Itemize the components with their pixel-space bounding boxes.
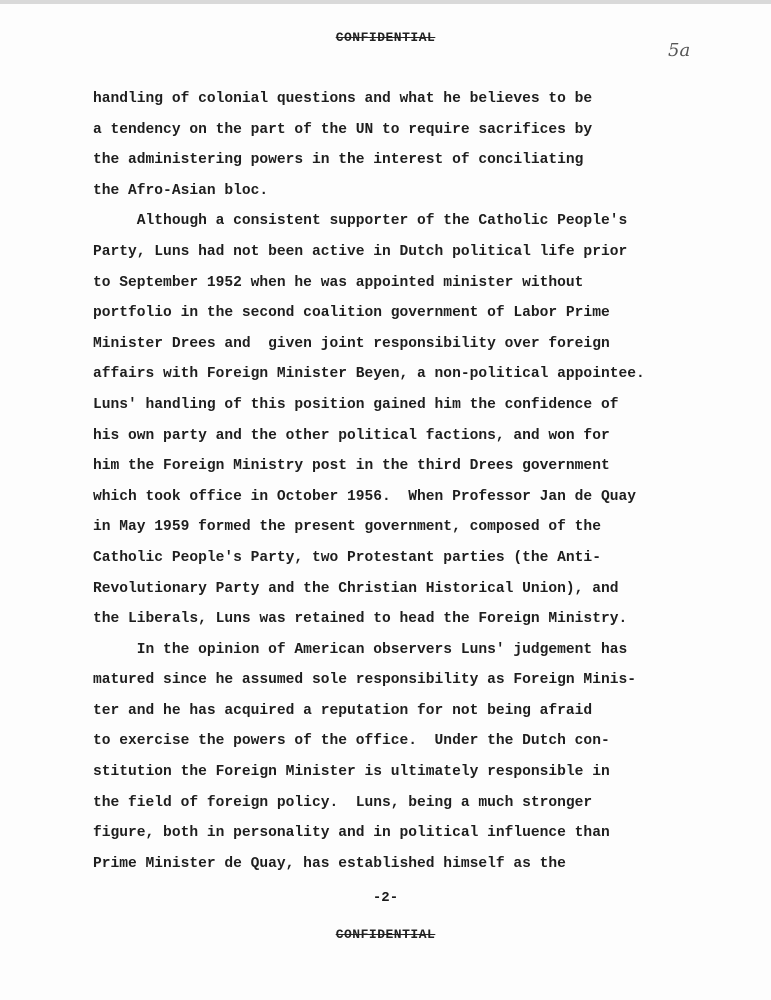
text-line: figure, both in personality and in political influence than <box>93 825 610 842</box>
text-line: his own party and the other political factions, and won for <box>93 427 610 444</box>
text-line: which took office in October 1956. When Professor Jan de Quay <box>93 488 636 505</box>
text-line: a tendency on the part of the UN to require sacrifices by <box>93 121 593 138</box>
text-line: in May 1959 formed the present government, composed of the <box>93 519 601 536</box>
text-line: him the Foreign Ministry post in the third Drees government <box>93 458 610 475</box>
text-line: the administering powers in the interest of conciliating <box>93 152 584 169</box>
text-line: Party, Luns had not been active in Dutch political life prior <box>93 243 628 260</box>
text-line: ter and he has acquired a reputation for not being afraid <box>93 702 593 719</box>
body-text <box>93 84 693 879</box>
text-line: the Afro-Asian bloc. <box>93 182 269 199</box>
classification-footer: CONFIDENTIAL <box>335 927 436 942</box>
text-line: matured since he assumed sole responsibility as Foreign Minis- <box>93 672 636 689</box>
text-line: affairs with Foreign Minister Beyen, a non-political appointee. <box>93 366 645 383</box>
text-line: to exercise the powers of the office. Under the Dutch con- <box>93 733 610 750</box>
handwritten-page-note: 5a <box>668 40 691 61</box>
text-line: Minister Drees and given joint responsibility over foreign <box>93 335 610 352</box>
text-line: the Liberals, Luns was retained to head the Foreign Ministry. <box>93 611 628 628</box>
text-line: Although a consistent supporter of the Catholic People's <box>93 213 628 230</box>
text-line: stitution the Foreign Minister is ultimately responsible in <box>93 764 610 781</box>
page-number: -2- <box>372 890 399 906</box>
text-line: handling of colonial questions and what he believes to be <box>93 91 593 107</box>
text-line: Luns' handling of this position gained him the confidence of <box>93 396 619 413</box>
text-line: Prime Minister de Quay, has established himself as the <box>93 855 566 872</box>
text-line: Catholic People's Party, two Protestant parties (the Anti- <box>93 549 601 566</box>
text-line: In the opinion of American observers Luns' judgement has <box>93 641 628 658</box>
text-line: the field of foreign policy. Luns, being a much stronger <box>93 794 593 811</box>
text-line: to September 1952 when he was appointed minister without <box>93 274 584 291</box>
text-line: Revolutionary Party and the Christian Historical Union), and <box>93 580 619 597</box>
classification-header: CONFIDENTIAL <box>335 30 436 45</box>
text-line: portfolio in the second coalition government of Labor Prime <box>93 305 610 322</box>
